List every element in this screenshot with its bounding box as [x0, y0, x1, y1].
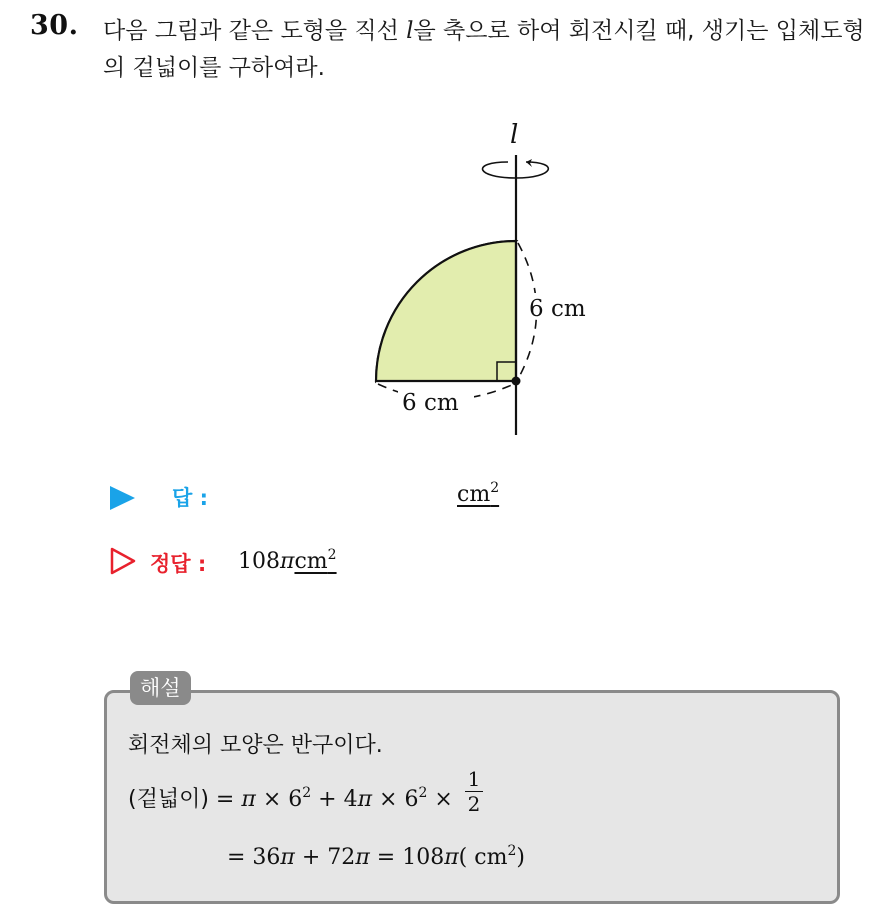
answer-unit: cm [457, 482, 491, 507]
correct-value-number: 108 [238, 549, 280, 574]
solution-line2-b: × 6 [255, 787, 303, 812]
question-number: 30. [30, 10, 79, 41]
solution-line3-pi3: π [444, 845, 459, 870]
solution-line2-exp1: 2 [302, 785, 312, 801]
solution-line2-e: × [427, 787, 453, 812]
solution-fraction [465, 767, 483, 816]
rotation-figure [340, 110, 620, 450]
correct-answer-label: 정답 : [150, 552, 207, 576]
fraction-numerator: 1 [465, 767, 483, 792]
fraction-denominator: 2 [467, 792, 481, 816]
solution-line3-a: = 36 [227, 845, 281, 870]
solution-line3-b: + 72 [294, 845, 356, 870]
correct-value-unit: cm [294, 549, 328, 574]
answer-label: 답 : [172, 486, 208, 510]
solution-line3-c: = 108 [369, 845, 445, 870]
solution-line2-pi2: π [357, 787, 373, 812]
question-text-b: 을 축으로 하여 회전시킬 때, 생기는 입체도형의 겉넓이를 구하여라. [103, 18, 865, 81]
answer-unit-exponent: 2 [490, 480, 500, 496]
correct-value-pi: π [280, 549, 295, 574]
solution-line2-c: + 4 [311, 787, 358, 812]
correct-answer-row [110, 545, 610, 585]
center-dot [512, 377, 521, 386]
solution-line-2 [128, 782, 453, 813]
solution-line-3 [227, 843, 525, 870]
quarter-circle-shape [376, 241, 516, 381]
solution-line2-eq: = [208, 787, 242, 812]
correct-triangle-icon [110, 547, 136, 575]
solution-line3-d: ( cm [458, 845, 508, 870]
solution-line2-pi1: π [241, 787, 256, 812]
horizontal-length-label: 6 cm [402, 390, 459, 416]
answer-blank[interactable] [457, 480, 499, 507]
correct-value-exponent: 2 [327, 547, 337, 563]
solution-line3-pi1: π [280, 845, 295, 870]
solution-line2-label: (겉넓이) [128, 787, 209, 812]
vertical-length-label: 6 cm [529, 296, 586, 322]
question-text-a: 다음 그림과 같은 도형을 직선 [103, 18, 407, 44]
question-text [103, 13, 873, 87]
axis-label: l [510, 120, 519, 150]
solution-line2-exp2: 2 [418, 785, 428, 801]
solution-line3-pi2: π [355, 845, 370, 870]
solution-line2-d: × 6 [372, 787, 419, 812]
answer-triangle-icon [110, 486, 135, 510]
solution-line-1: 회전체의 모양은 반구이다. [128, 733, 383, 758]
solution-tag: 해설 [130, 671, 191, 705]
solution-line3-e: ) [516, 845, 525, 870]
answer-row [110, 478, 610, 518]
solution-line3-exp: 2 [507, 843, 517, 859]
correct-answer-value [238, 547, 337, 574]
question-variable: l [406, 18, 414, 44]
